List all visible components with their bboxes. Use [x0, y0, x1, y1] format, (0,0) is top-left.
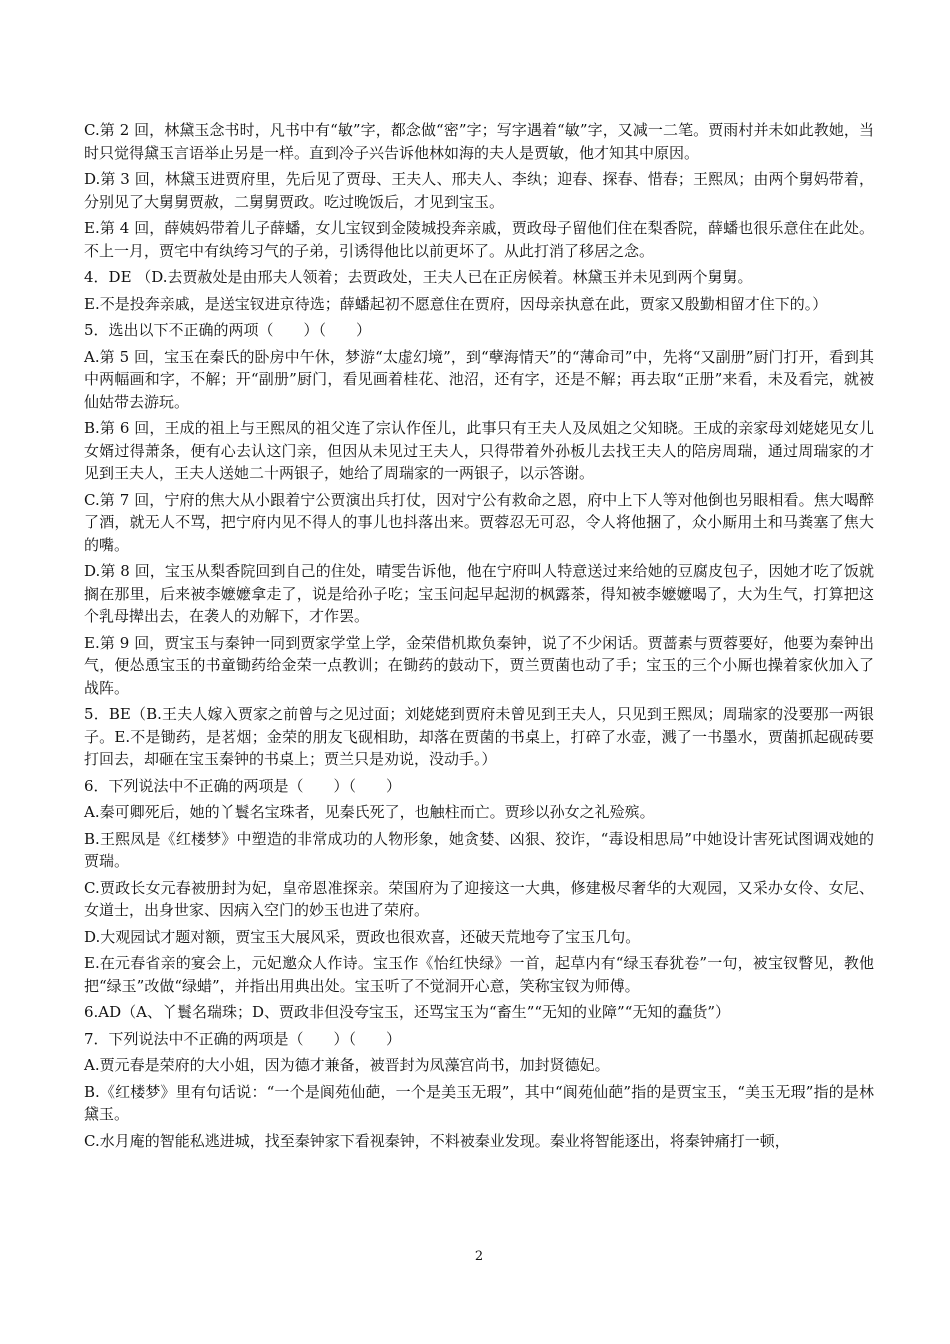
- paragraph: E.第 4 回，薛姨妈带着儿子薛蟠，女儿宝钗到金陵城投奔亲戚，贾政母子留他们住在梨香院，薛蟠也很乐意住在此处。不上一月，贾宅中有纨绔习气的子弟，引诱得他比以前更坏了。从此打消了移居之念。: [84, 219, 874, 260]
- paragraph: C.水月庵的智能私逃进城，找至秦钟家下看视秦钟，不料被秦业发现。秦业将智能逐出，将秦钟痛打一顿，: [84, 1131, 790, 1150]
- paragraph: D.第 3 回，林黛玉进贾府里，先后见了贾母、王夫人、邢夫人、李纨；迎春、探春、惜春；王熙凤；由两个舅妈带着，分别见了大舅舅贾赦，二舅舅贾政。吃过晚饭后，才见到宝玉。: [84, 170, 874, 211]
- paragraph: D.大观园试才题对额，贾宝玉大展风采，贾政也很欢喜，还破天荒地夸了宝玉几句。: [84, 927, 641, 946]
- paragraph: A.贾元春是荣府的大小姐，因为德才兼备，被晋封为凤藻宫尚书，加封贤德妃。: [84, 1056, 610, 1074]
- paragraph: B.《红楼梦》里有句话说：“一个是阆苑仙葩，一个是美玉无瑕”，其中“阆苑仙葩”指的是贾宝玉，“美玉无瑕”指的是林黛玉。: [84, 1082, 874, 1123]
- question-heading: 7．下列说法中不正确的两项是（ ）（ ）: [84, 1029, 402, 1048]
- paragraph: D.第 8 回，宝玉从梨香院回到自己的住处，晴雯告诉他，他在宁府叫人特意送过来给她的豆腐皮包子，因她才吃了饭就搁在那里，后来被李嬷嬷拿走了，说是给孙子吃；宝玉问起早起沏的枫露茶，得知被李嬷嬷喝了，大为生气，打算把这个乳母撵出去，在袭人的劝解下，才作罢。: [84, 562, 874, 625]
- paragraph: B.第 6 回，王成的祖上与王熙凤的祖父连了宗认作侄儿，此事只有王夫人及凤姐之父知晓。王成的亲家母刘姥姥见女儿女婿过得萧条，便有心去认这门亲，但因从未见过王夫人，只得带着外孙板儿去找王夫人的陪房周瑞，通过周瑞家的才见到王夫人，王夫人送她二十两银子，她给了周瑞家的一两银子，以示答谢。: [84, 419, 874, 482]
- paragraph: A.秦可卿死后，她的丫鬟名宝珠者，见秦氏死了，也触柱而亡。贾珍以孙女之礼殓殡。: [84, 803, 655, 821]
- document-page: [84, 0, 874, 1344]
- question-heading: 5．选出以下不正确的两项（ ）（ ）: [84, 321, 372, 339]
- answer-paragraph: 5．BE（B.王夫人嫁入贾家之前曾与之见过面；刘姥姥到贾府未曾见到王夫人，只见到王熙凤；周瑞家的没要那一两银子。E.不是锄药，是茗烟；金荣的朋友飞砚相助，却落在贾菌的书桌上，打碎了水壶，溅了一书墨水，贾菌抓起砚砖要打回去，却砸在宝玉秦钟的书桌上；贾兰只是劝说，没动手。）: [84, 705, 874, 768]
- paragraph: E.第 9 回，贾宝玉与秦钟一同到贾家学堂上学，金荣借机欺负秦钟，说了不少闲话。贾蔷素与贾蓉要好，他要为秦钟出气，便怂恿宝玉的书童锄药给金荣一点教训；在锄药的鼓动下，贾兰贾菌也动了手；宝玉的三个小厮也操着家伙加入了战阵。: [84, 633, 874, 697]
- paragraph: A.第 5 回，宝玉在秦氏的卧房中午休，梦游“太虚幻境”，到“孽海情天”的“薄命司”中，先将“又副册”厨门打开，看到其中两幅画和字，不解；开“副册”厨门，看见画着桂花、池沼，还有字，还是不解；再去取“正册”来看，未及看完，就被仙姑带去游玩。: [84, 347, 874, 411]
- answer-paragraph: E.不是投奔亲戚，是送宝钗进京待选；薛蟠起初不愿意住在贾府，因母亲执意在此，贾家又殷勤相留才住下的。）: [84, 294, 828, 313]
- paragraph: E.在元春省亲的宴会上，元妃邀众人作诗。宝玉作《怡红快绿》一首，起草内有“绿玉春犹卷”一句，被宝钗瞥见，教他把“绿玉”改做“绿蜡”，并指出用典出处。宝玉听了不觉洞开心意，笑称宝钗为师傅。: [84, 954, 874, 995]
- paragraph: C.贾政长女元春被册封为妃，皇帝恩准探亲。荣国府为了迎接这一大典，修建极尽奢华的大观园，又采办女伶、女尼、女道士，出身世家、因病入空门的妙玉也进了荣府。: [84, 878, 874, 919]
- document-body: [84, 119, 874, 1156]
- paragraph: C.第 7 回，宁府的焦大从小跟着宁公贾演出兵打仗，因对宁公有救命之恩，府中上下人等对他倒也另眼相看。焦大喝醉了酒，就无人不骂，把宁府内见不得人的事儿也抖落出来。贾蓉忍无可忍，令人将他捆了，众小厮用土和马粪塞了焦大的嘴。: [84, 490, 874, 554]
- answer-paragraph: 6.AD（A、丫鬟名瑞珠；D、贾政非但没夸宝玉，还骂宝玉为“畜生”“无知的业障”“无知的蠢货”）: [84, 1003, 731, 1021]
- question-heading: 6．下列说法中不正确的两项是（ ）（ ）: [84, 776, 402, 795]
- answer-paragraph: 4．DE （D.去贾赦处是由邢夫人领着；去贾政处，王夫人已在正房候着。林黛玉并未见到两个舅舅。: [84, 268, 753, 286]
- paragraph: B.王熙凤是《红楼梦》中塑造的非常成功的人物形象，她贪婪、凶狠、狡诈，“毒设相思局”中她设计害死试图调戏她的贾瑞。: [84, 829, 874, 870]
- paragraph: C.第 2 回，林黛玉念书时，凡书中有“敏”字，都念做“密”字；写字遇着“敏”字，又减一二笔。贾雨村并未如此教她，当时只觉得黛玉言语举止另是一样。直到冷子兴告诉他林如海的夫人是贾敏，他才知其中原因。: [84, 121, 874, 162]
- page-number: 2: [474, 1249, 484, 1264]
